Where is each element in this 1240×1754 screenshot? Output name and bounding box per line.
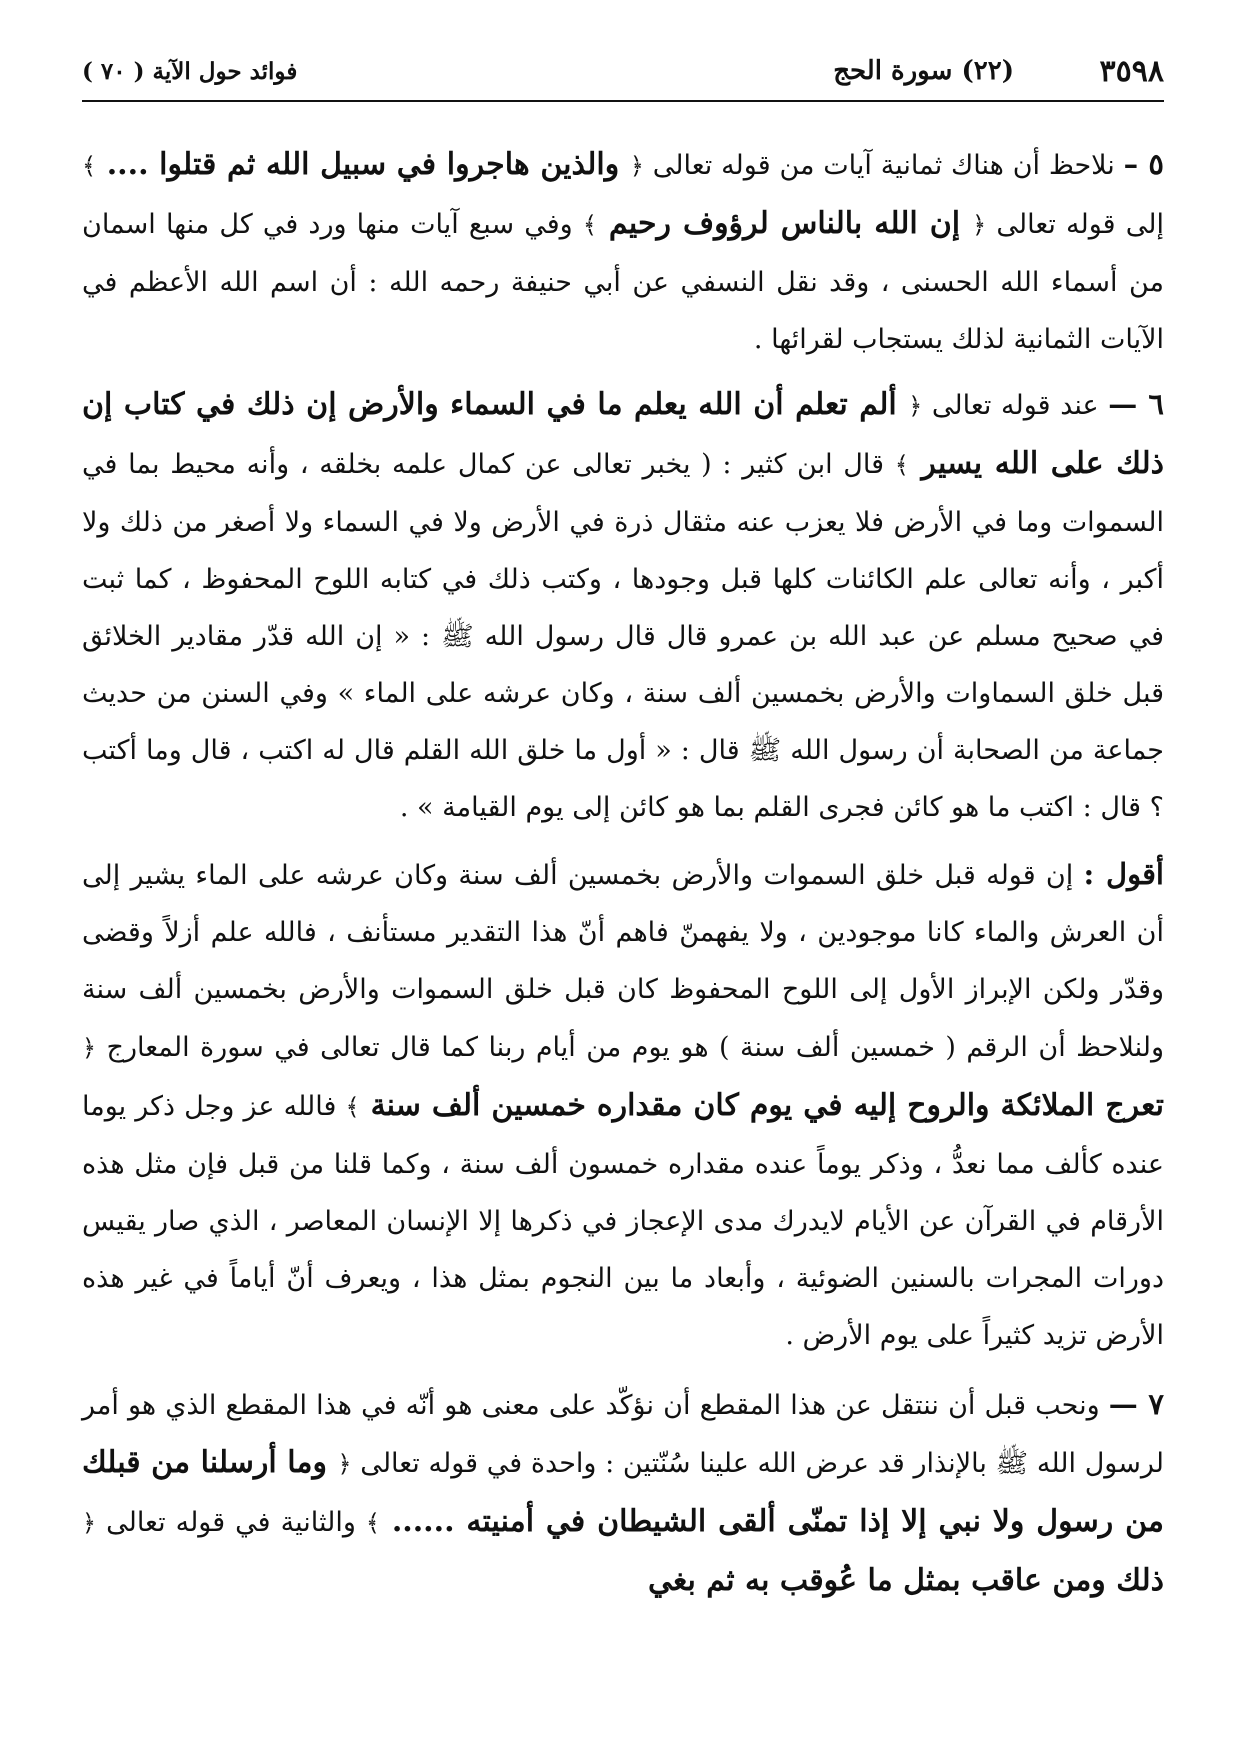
ornate-bracket-open: ﴿ [629,152,644,180]
page-header [82,50,1164,102]
paragraph-text: نلاحظ أن هناك ثمانية آيات من قوله تعالى [643,150,1124,181]
document-page [82,50,1164,1710]
ornate-bracket-open: ﴿ [972,211,987,239]
surah-title: (٢٢) سورة الحج [833,56,1014,86]
quran-quote: وما أرسلنا من قبلك من رسول ولا نبي إلا إذا تمنّى ألقى الشيطان في أمنيته ...... [82,1445,1164,1539]
paragraph-5 [82,136,1164,368]
paragraph-number: ٦ — [1108,387,1164,421]
page-number: ٣٥٩٨ [1099,54,1164,89]
paragraph-6 [82,376,1164,836]
ornate-bracket-close: ﴾ [82,152,97,180]
quran-quote: ألم تعلم أن الله يعلم ما في السماء والأرض إن ذلك في كتاب إن ذلك على الله يسير [82,387,1164,481]
paragraph-text: وفي سبع آيات منها ورد في كل منها اسمان من أسماء الله الحسنى ، وقد نقل النسفي عن أبي حنيفة رحمه الله : أن اسم الله الأعظم في الآيات الثمانية لذلك يستجاب لقرائها . [82,209,1164,355]
quran-quote: إن الله بالناس لرؤوف رحيم [596,206,973,241]
ornate-bracket-open: ﴿ [82,1034,97,1062]
ornate-bracket-close: ﴾ [894,451,909,479]
paragraph-text: ونحب قبل أن ننتقل عن هذا المقطع أن نؤكّد على معنى هو أنّه في هذا المقطع الذي هو أمر لرسول الله ﷺ بالإنذار قد عرض الله علينا سُنّتين : واحدة في قوله تعالى [82,1390,1165,1479]
quran-quote: تعرج الملائكة والروح إليه في يوم كان مقداره خمسين ألف سنة [359,1088,1164,1123]
paragraph-lead: أقول : [1083,857,1164,891]
paragraph-7 [82,1376,1164,1610]
ornate-bracket-close: ﴾ [345,1093,360,1121]
paragraph-text: قال ابن كثير : ( يخبر تعالى عن كمال علمه بخلقه ، وأنه محيط بما في السموات وما في الأرض فلا يعزب عنه مثقال ذرة في الأرض ولا في السماء ولا أصغر من ذلك ولا أكبر ، وأنه تعالى علم الكائنات كلها قبل وجودها ، وكتب ذلك في كتابه اللوح المحفوظ ، كما ثبت في صحيح مسلم عن عبد الله بن عمرو قال قال رسول الله ﷺ : « إن الله قدّر مقادير الخلائق قبل خلق السماوات والأرض بخمسين ألف سنة ، وكان عرشه على الماء » وفي السنن من حديث جماعة من الصحابة أن رسول الله ﷺ قال : « أول ما خلق الله القلم قال له اكتب ، قال وما أكتب ؟ قال : اكتب ما هو كائن فجرى القلم بما هو كائن إلى يوم القيامة » . [82,449,1164,823]
paragraph-number: ٧ — [1108,1387,1164,1421]
ornate-bracket-close: ﴾ [582,211,597,239]
paragraph-aqul [82,846,1164,1364]
quran-quote: والذين هاجروا في سبيل الله ثم قتلوا .... [96,147,630,182]
ornate-bracket-close: ﴾ [365,1509,380,1537]
paragraph-text: إلى قوله تعالى [986,209,1164,240]
section-topic: فوائد حول الآية ( ٧٠ ) [82,58,298,85]
ornate-bracket-open: ﴿ [82,1509,97,1537]
ornate-bracket-open: ﴿ [908,392,923,420]
ornate-bracket-open: ﴿ [337,1450,352,1478]
paragraph-text: والثانية في قوله تعالى [96,1507,366,1538]
paragraph-text: عند قوله تعالى [922,390,1109,421]
quran-quote: ذلك ومن عاقب بمثل ما عُوقب به ثم بغي [647,1563,1164,1598]
paragraph-text: إن قوله قبل خلق السموات والأرض بخمسين ألف سنة وكان عرشه على الماء يشير إلى أن العرش والماء كانا موجودين ، ولا يفهمنّ فاهم أنّ هذا التقدير مستأنف ، فالله علم أزلاً وقضى وقدّر ولكن الإبراز الأول إلى اللوح المحفوظ كان قبل خلق السموات والأرض بخمسين ألف سنة ولنلاحظ أن الرقم ( خمسين ألف سنة ) هو يوم من أيام ربنا كما قال تعالى في سورة المعارج [82,860,1164,1063]
paragraph-text: فالله عز وجل ذكر يوما عنده كألف مما نعدُّ ، وذكر يوماً عنده مقداره خمسون ألف سنة ، وكما قلنا من قبل فإن مثل هذه الأرقام في القرآن عن الأيام لايدرك مدى الإعجاز في ذكرها إلا الإنسان المعاصر ، الذي صار يقيس دورات المجرات بالسنين الضوئية ، وأبعاد ما بين النجوم بمثل هذا ، ويعرف أنّ أياماً في غير هذه الأرض تزيد كثيراً على يوم الأرض . [82,1091,1164,1351]
paragraph-number: ٥ – [1123,147,1164,181]
